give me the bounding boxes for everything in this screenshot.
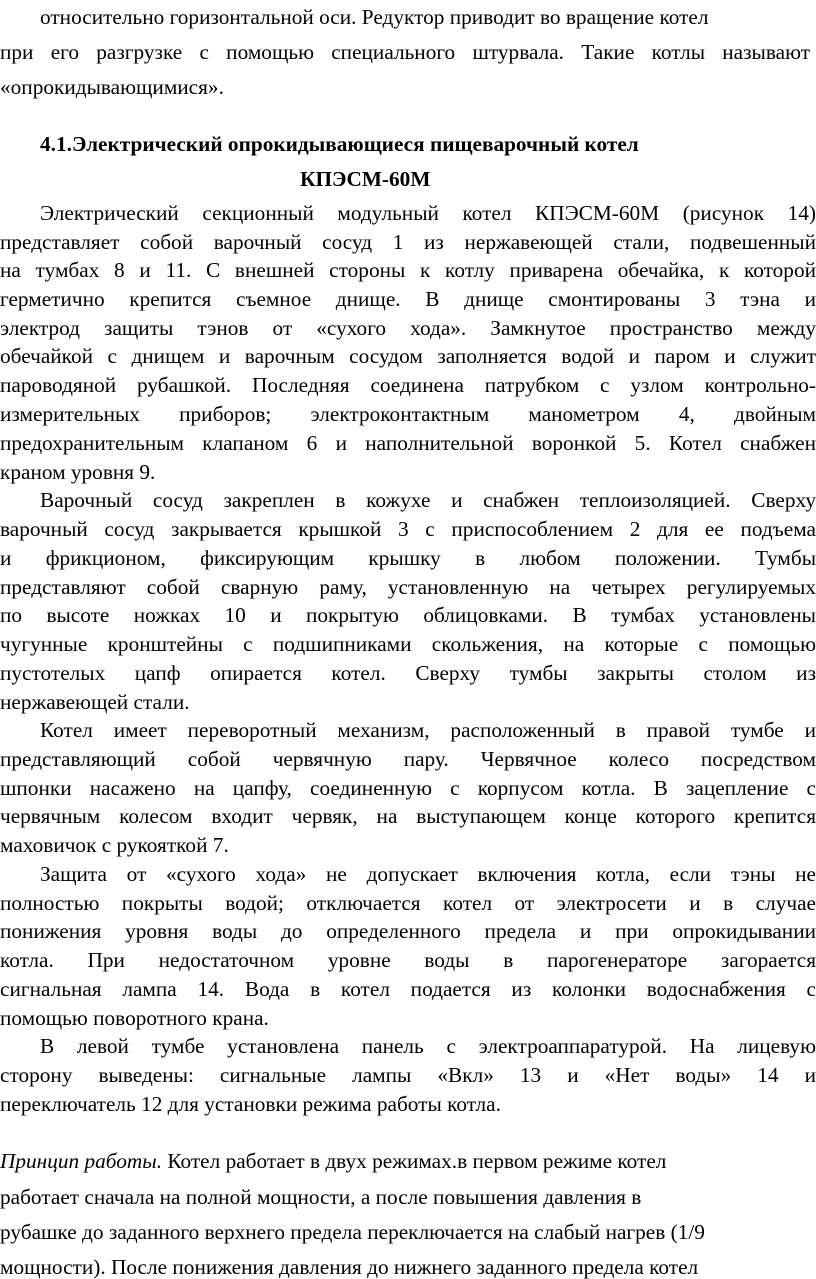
principle-line: работает сначала на полной мощности, а после повышения давления в [0,1185,642,1209]
paragraph-line: шпонки насажено на цапфу, соединенную с корпусом котла. В зацепление с [0,776,816,800]
paragraph-line: герметично крепится съемное днище. В днище смонтированы 3 тэна и [0,287,816,311]
paragraph-line: Электрический секционный модульный котел КПЭСМ-60М (рисунок 14) [40,201,816,225]
paragraph-line: чугунные кронштейны с подшипниками скольжения, на которые с помощью [0,632,816,656]
principle-line: мощности). После понижения давления до нижнего заданного предела котел [0,1255,699,1279]
paragraph-line: пустотелых цапф опирается котел. Сверху тумбы закрыты столом из [0,661,816,685]
paragraph-line: В левой тумбе установлена панель с электроаппаратурой. На лицевую [40,1034,816,1058]
section-heading-model: КПЭСМ-60М [300,167,431,191]
paragraph-line: обечайкой с днищем и варочным сосудом заполняется водой и паром и служит [0,344,816,368]
paragraph-line: представляющий собой червячную пару. Червячное колесо посредством [0,747,816,771]
paragraph-line: электрод защиты тэнов от «сухого хода». Замкнутое пространство между [0,316,816,340]
paragraph-line: измерительных приборов; электроконтактным манометром 4, двойным [0,402,816,426]
paragraph-line: представляет собой варочный сосуд 1 из нержавеющей стали, подвешенный [0,230,816,254]
paragraph-line: котла. При недостаточном уровне воды в парогенераторе загорается [0,948,816,972]
paragraph-line: представляют собой сварную раму, установленную на четырех регулируемых [0,575,816,599]
paragraph-line: помощью поворотного крана. [0,1006,269,1030]
paragraph-line: червячным колесом входит червяк, на выступающем конце которого крепится [0,804,816,828]
section-heading: 4.1.Электрический опрокидывающиеся пищеварочный котел [40,132,639,156]
paragraph-line: Варочный сосуд закреплен в кожухе и снабжен теплоизоляцией. Сверху [40,488,816,512]
principle-label: Принцип работы. [0,1149,163,1173]
paragraph-line: Котел имеет переворотный механизм, расположенный в правой тумбе и [40,718,816,742]
intro-line: относительно горизонтальной оси. Редуктор приводит во вращение котел [40,5,709,29]
paragraph-line: переключатель 12 для установки режима работы котла. [0,1092,501,1116]
paragraph-line: предохранительным клапаном 6 и наполнительной воронкой 5. Котел снабжен [0,431,816,455]
intro-line: при его разгрузке с помощью специального штурвала. Такие котлы называют [0,40,810,64]
paragraph-line: и фрикционом, фиксирующим крышку в любом положении. Тумбы [0,546,816,570]
paragraph-line: маховичок с рукояткой 7. [0,833,229,857]
principle-first-line [0,1151,666,1172]
paragraph-line: по высоте ножках 10 и покрытую облицовками. В тумбах установлены [0,603,816,627]
paragraph-line: сторону выведены: сигнальные лампы «Вкл» 13 и «Нет воды» 14 и [0,1063,816,1087]
paragraph-line: пароводяной рубашкой. Последняя соединена патрубком с узлом контрольно- [0,373,816,397]
paragraph-line: на тумбах 8 и 11. С внешней стороны к котлу приварена обечайка, к которой [0,258,816,282]
principle-line: рубашке до заданного верхнего предела переключается на слабый нагрев (1/9 [0,1220,705,1244]
paragraph-line: нержавеющей стали. [0,690,190,714]
paragraph-line: понижения уровня воды до определенного предела и при опрокидывании [0,919,816,943]
paragraph-line: краном уровня 9. [0,460,156,484]
paragraph-line: полностью покрыты водой; отключается котел от электросети и в случае [0,891,816,915]
intro-line: «опрокидывающимися». [0,75,224,99]
paragraph-line: сигнальная лампа 14. Вода в котел подается из колонки водоснабжения с [0,977,816,1001]
principle-text: Котел работает в двух режимах.в первом режиме котел [162,1149,667,1173]
paragraph-line: варочный сосуд закрывается крышкой 3 с приспособлением 2 для ее подъема [0,517,816,541]
paragraph-line: Защита от «сухого хода» не допускает включения котла, если тэны не [40,862,816,886]
